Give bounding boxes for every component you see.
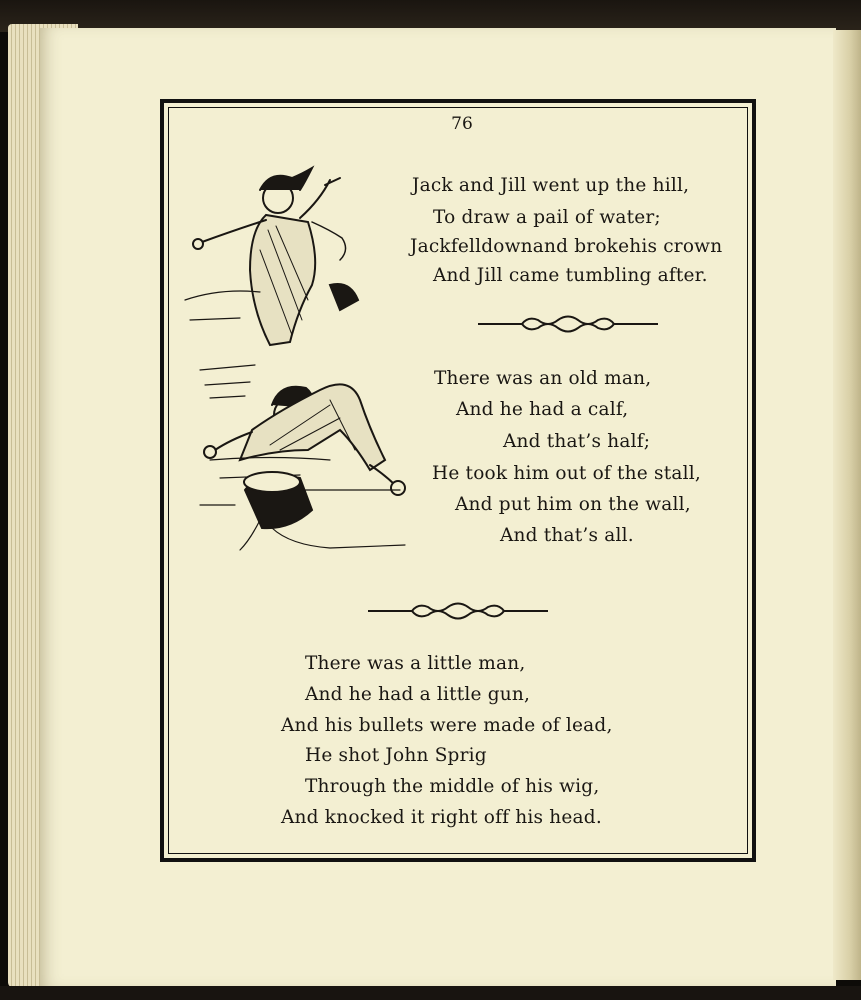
rhyme-2-line-5: And put him on the wall, — [455, 494, 691, 515]
knot-divider-icon — [478, 314, 658, 334]
rhyme-2-line-6: And that’s all. — [500, 525, 634, 546]
rhyme-2-line-3: And that’s half; — [503, 431, 651, 452]
rhyme-1-line-4: And Jill came tumbling after. — [433, 265, 708, 286]
rhyme-2-line-2: And he had a calf, — [456, 399, 629, 420]
rhyme-3-line-5: Through the middle of his wig, — [305, 776, 600, 797]
rhyme-3-line-3: And his bullets were made of lead, — [281, 715, 613, 736]
rhyme-1-line-1: Jack and Jill went up the hill, — [412, 175, 690, 196]
rhyme-1-line-3: Jackfelldownand brokehis crown — [410, 236, 723, 257]
book-bottom-edge — [0, 986, 861, 1000]
jack-and-jill-woodcut-icon — [180, 160, 410, 560]
rhyme-3-line-4: He shot John Sprig — [305, 745, 487, 766]
page-number: 76 — [451, 114, 473, 134]
rhyme-3-line-2: And he had a little gun, — [305, 684, 531, 705]
rhyme-2-line-4: He took him out of the stall, — [432, 463, 701, 484]
rhyme-3-line-6: And knocked it right off his head. — [281, 807, 602, 828]
rhyme-2-line-1: There was an old man, — [434, 368, 652, 389]
rhyme-3-line-1: There was a little man, — [305, 653, 526, 674]
rhyme-1-line-2: To draw a pail of water; — [433, 207, 661, 228]
knot-divider-icon — [368, 601, 548, 621]
facing-page-edge — [833, 30, 861, 980]
